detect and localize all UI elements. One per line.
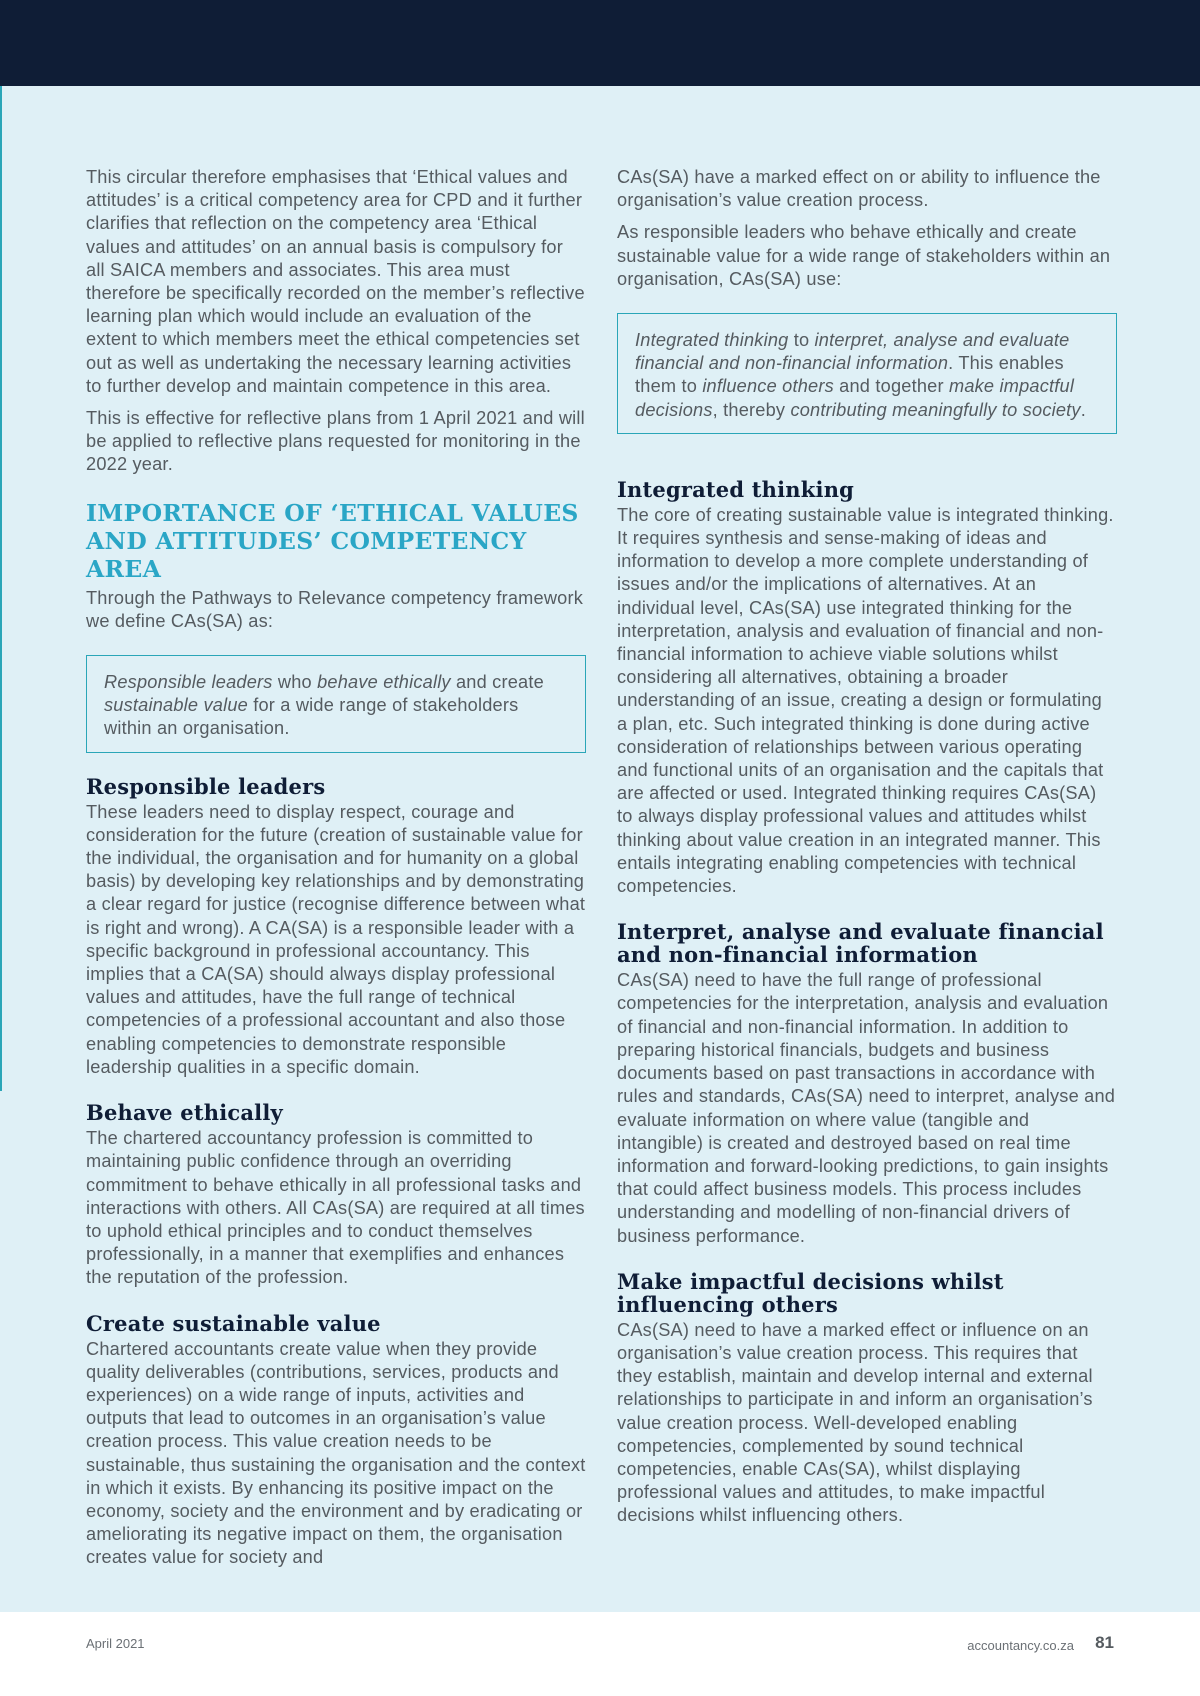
page-number: 81 [1095, 1633, 1114, 1652]
paragraph-behave-ethically: The chartered accountancy profession is committed to maintaining public confidence through an overriding commitment to behave ethically in all professional tasks and interactions with others. All CAs(SA) are required at all times to uphold ethical principles and to conduct themselves professionally, in a manner that exemplifies and enhances the reputation of the profession. [86, 1128, 585, 1288]
callout-text: . This enables them to [635, 353, 1064, 397]
left-column [86, 166, 586, 1579]
callout-text: to [788, 330, 815, 351]
paragraph-interpret-analyse: CAs(SA) need to have the full range of professional competencies for the interpretation, analysis and evaluation of financial and non-financial information. In addition to preparing historical financials, budgets and business documents based on past transactions in accordance with rules and standards, CAs(SA) need to interpret, analyse and evaluate information on where value (tangible and intangible) is created and destroyed based on real time information and forward-looking predictions, to gain insights that could affect business models. This process includes understanding and modelling of non-financial drivers of business performance. [617, 970, 1116, 1246]
heading-behave-ethically: Behave ethically [86, 1100, 283, 1126]
paragraph-create-sustainable-value: Chartered accountants create value when they provide quality deliverables (contributions, services, products and experiences) on a wide range of inputs, activities and outputs that lead to outcomes in an organisation’s value creation process. This value creation needs to be sustainable, thus sustaining the organisation and the context in which it exists. By enhancing its positive impact on the economy, society and the environment and by eradicating or ameliorating its negative impact on them, the organisation creates value for society and [86, 1338, 586, 1568]
continued-paragraph: CAs(SA) have a marked effect on or ability to influence the organisation’s value creation process. [617, 167, 1101, 211]
heading-create-sustainable-value: Create sustainable value [86, 1310, 381, 1336]
callout-text: and create [450, 672, 544, 693]
callout-text: sustainable value [104, 695, 248, 716]
heading-integrated-thinking: Integrated thinking [617, 476, 855, 502]
callout-text: , thereby [712, 399, 791, 420]
section-title: IMPORTANCE OF ‘ETHICAL VALUES AND ATTITUDES’ COMPETENCY AREA [86, 498, 579, 583]
section-intro: Through the Pathways to Relevance competency framework we define CAs(SA) as: [86, 587, 584, 631]
footer-website: accountancy.co.za [967, 1638, 1074, 1653]
heading-interpret-analyse: Interpret, analyse and evaluate financial and non-financial information [617, 919, 1104, 968]
intro-paragraph-2: This is effective for reflective plans from 1 April 2021 and will be applied to reflective plans requested for monitoring in the 2022 year. [86, 408, 585, 475]
callout-text: . [1080, 399, 1086, 420]
callout-text: Integrated thinking [635, 330, 789, 351]
heading-impactful-decisions: Make impactful decisions whilst influencing others [617, 1268, 1004, 1317]
callout-text: contributing meaningfully to society [790, 399, 1081, 420]
callout-text: make impactful decisions [635, 376, 1075, 420]
header-bar [0, 0, 1200, 86]
callout-text: behave ethically [317, 672, 451, 693]
callout-text: Responsible leaders [104, 672, 273, 693]
callout-text: influence others [702, 376, 834, 397]
callout-text: and together [833, 376, 949, 397]
paragraph-integrated-thinking: The core of creating sustainable value is integrated thinking. It requires synthesis and sense-making of ideas and information to develop a more complete understanding of issues and/or the implications of alternatives. At an individual level, CAs(SA) use integrated thinking for the interpretation, analysis and evaluation of financial and non-financial information to achieve viable solutions whilst considering all alternatives, obtaining a broader understanding of an issue, creating a design or formulating a plan, etc. Such integrated thinking is done during active consideration of relationships between various operating and functional units of an organisation and the capitals that are affected or used. Integrated thinking requires CAs(SA) to always display professional values and attitudes whilst thinking about value creation in an integrated manner. This entails integrating enabling competencies with technical competencies. [617, 504, 1114, 897]
capabilities-callout [617, 313, 1117, 434]
callout-text: for a wide range of stakeholders within an organisation. [104, 695, 519, 739]
callout-text: interpret, analyse and evaluate financial and non-financial information [635, 330, 1070, 374]
heading-responsible-leaders: Responsible leaders [86, 773, 326, 799]
footer-date: April 2021 [86, 1636, 145, 1651]
callout-text: who [272, 672, 318, 693]
paragraph-responsible-leaders: These leaders need to display respect, courage and consideration for the future (creation of sustainable value for the individual, the organisation and for humanity on a global basis) by developing key relationships and by demonstrating a clear regard for justice (recognise difference between what is right and wrong). A CA(SA) is a responsible leader with a specific background in professional accountancy. This implies that a CA(SA) should always display professional values and attitudes, have the full range of technical competencies of a professional accountant and also those enabling competencies to demonstrate responsible leadership qualities in a specific domain. [86, 801, 586, 1077]
paragraph-impactful-decisions: CAs(SA) need to have a marked effect or influence on an organisation’s value creation process. This requires that they establish, maintain and develop internal and external relationships to participate in and inform an organisation’s value creation process. Well-developed enabling competencies, complemented by sound technical competencies, enable CAs(SA), whilst displaying professional values and attitudes, to make impactful decisions whilst influencing others. [617, 1319, 1093, 1526]
paragraph-responsible-use: As responsible leaders who behave ethically and create sustainable value for a wide range of stakeholders within an organisation, CAs(SA) use: [617, 222, 1111, 289]
left-accent-rule [0, 86, 2, 1091]
definition-callout [86, 655, 586, 753]
intro-paragraph-1: This circular therefore emphasises that ‘Ethical values and attitudes’ is a critical competency area for CPD and it further clarifies that reflection on the competency area ‘Ethical values and attitudes’ on an annual basis is compulsory for all SAICA members and associates. This area must therefore be specifically recorded on the member’s reflective learning plan which would include an evaluation of the extent to which members meet the ethical competencies set out as well as undertaking the necessary learning activities to further develop and maintain competence in this area. [86, 167, 585, 396]
right-column [617, 166, 1117, 1537]
